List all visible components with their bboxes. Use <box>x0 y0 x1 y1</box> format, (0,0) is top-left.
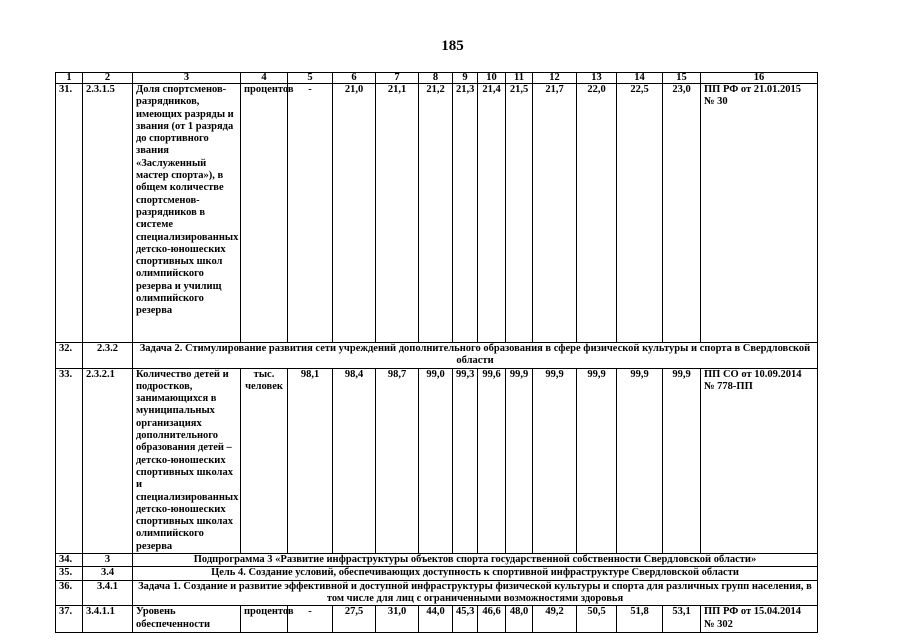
row-code: 3 <box>83 554 133 567</box>
value-cell: 98,1 <box>288 368 333 553</box>
source-document: ПП РФ от 21.01.2015 № 30 <box>701 84 818 343</box>
section-title: Задача 1. Создание и развитие эффективной и доступной инфраструктуры физической культуры и спорта для различных групп населения, в том числе для лиц с ограниченными возможностями здоровья <box>133 580 818 606</box>
unit: процентов <box>241 84 288 343</box>
header-cell: 3 <box>133 73 241 84</box>
value-cell: 53,1 <box>663 606 701 633</box>
row-number: 37. <box>56 606 83 633</box>
value-cell: 99,9 <box>617 368 663 553</box>
row-code: 2.3.1.5 <box>83 84 133 343</box>
value-cell: 21,7 <box>533 84 577 343</box>
table-row <box>56 343 818 369</box>
row-number: 35. <box>56 567 83 580</box>
value-cell: 48,0 <box>506 606 533 633</box>
value-cell: 46,6 <box>478 606 506 633</box>
value-cell: - <box>288 84 333 343</box>
row-code: 2.3.2.1 <box>83 368 133 553</box>
indicator-name: Количество детей и подростков, занимающихся в муниципальных организациях дополнительного образования детей – детско-юношеских спортивных школах и специализированных детско-юношеских спортивных школах олимпийского резерва <box>133 368 241 553</box>
table-row <box>56 580 818 606</box>
value-cell: 50,5 <box>577 606 617 633</box>
value-cell: 31,0 <box>376 606 419 633</box>
unit: процентов <box>241 606 288 633</box>
value-cell: 99,3 <box>453 368 478 553</box>
header-cell: 15 <box>663 73 701 84</box>
value-cell: 99,9 <box>533 368 577 553</box>
header-row <box>56 73 818 84</box>
header-cell: 13 <box>577 73 617 84</box>
table-row <box>56 368 818 553</box>
value-cell: 99,0 <box>419 368 453 553</box>
table-row <box>56 606 818 633</box>
header-cell: 12 <box>533 73 577 84</box>
value-cell: 99,6 <box>478 368 506 553</box>
header-cell: 2 <box>83 73 133 84</box>
header-cell: 4 <box>241 73 288 84</box>
value-cell: 21,0 <box>333 84 376 343</box>
row-number: 33. <box>56 368 83 553</box>
header-cell: 10 <box>478 73 506 84</box>
header-cell: 11 <box>506 73 533 84</box>
value-cell: 99,9 <box>663 368 701 553</box>
value-cell: 98,4 <box>333 368 376 553</box>
value-cell: 49,2 <box>533 606 577 633</box>
table-row <box>56 84 818 343</box>
source-document: ПП СО от 10.09.2014 № 778-ПП <box>701 368 818 553</box>
row-number: 34. <box>56 554 83 567</box>
row-code: 2.3.2 <box>83 343 133 369</box>
header-cell: 7 <box>376 73 419 84</box>
indicators-table <box>55 72 818 633</box>
value-cell: 21,4 <box>478 84 506 343</box>
row-number: 32. <box>56 343 83 369</box>
value-cell: 21,3 <box>453 84 478 343</box>
row-code: 3.4.1.1 <box>83 606 133 633</box>
value-cell: 23,0 <box>663 84 701 343</box>
section-title: Задача 2. Стимулирование развития сети учреждений дополнительного образования в сфере физической культуры и спорта в Свердловской области <box>133 343 818 369</box>
header-cell: 14 <box>617 73 663 84</box>
source-document: ПП РФ от 15.04.2014 № 302 <box>701 606 818 633</box>
header-cell: 5 <box>288 73 333 84</box>
section-title: Цель 4. Создание условий, обеспечивающих доступность к спортивной инфраструктуре Свердловской области <box>133 567 818 580</box>
indicator-name: Уровень обеспеченности <box>133 606 241 633</box>
value-cell: 44,0 <box>419 606 453 633</box>
value-cell: 51,8 <box>617 606 663 633</box>
value-cell: - <box>288 606 333 633</box>
row-number: 36. <box>56 580 83 606</box>
page-number: 185 <box>441 38 464 54</box>
unit: тыс. человек <box>241 368 288 553</box>
value-cell: 22,5 <box>617 84 663 343</box>
value-cell: 98,7 <box>376 368 419 553</box>
value-cell: 22,0 <box>577 84 617 343</box>
header-cell: 16 <box>701 73 818 84</box>
indicator-name: Доля спортсменов-разрядников, имеющих разряды и звания (от 1 разряда до спортивного звания «Заслуженный мастер спорта»), в общем количестве спортсменов-разрядников в системе специализированных детско-юношеских спортивных школ олимпийского резерва и училищ олимпийского резерва <box>133 84 241 343</box>
section-title: Подпрограмма 3 «Развитие инфраструктуры объектов спорта государственной собственности Свердловской области» <box>133 554 818 567</box>
value-cell: 21,5 <box>506 84 533 343</box>
row-number: 31. <box>56 84 83 343</box>
value-cell: 21,2 <box>419 84 453 343</box>
header-cell: 6 <box>333 73 376 84</box>
row-code: 3.4 <box>83 567 133 580</box>
header-cell: 1 <box>56 73 83 84</box>
table-row <box>56 554 818 567</box>
header-cell: 8 <box>419 73 453 84</box>
header-cell: 9 <box>453 73 478 84</box>
value-cell: 99,9 <box>577 368 617 553</box>
value-cell: 99,9 <box>506 368 533 553</box>
table-row <box>56 567 818 580</box>
row-code: 3.4.1 <box>83 580 133 606</box>
value-cell: 27,5 <box>333 606 376 633</box>
value-cell: 21,1 <box>376 84 419 343</box>
value-cell: 45,3 <box>453 606 478 633</box>
